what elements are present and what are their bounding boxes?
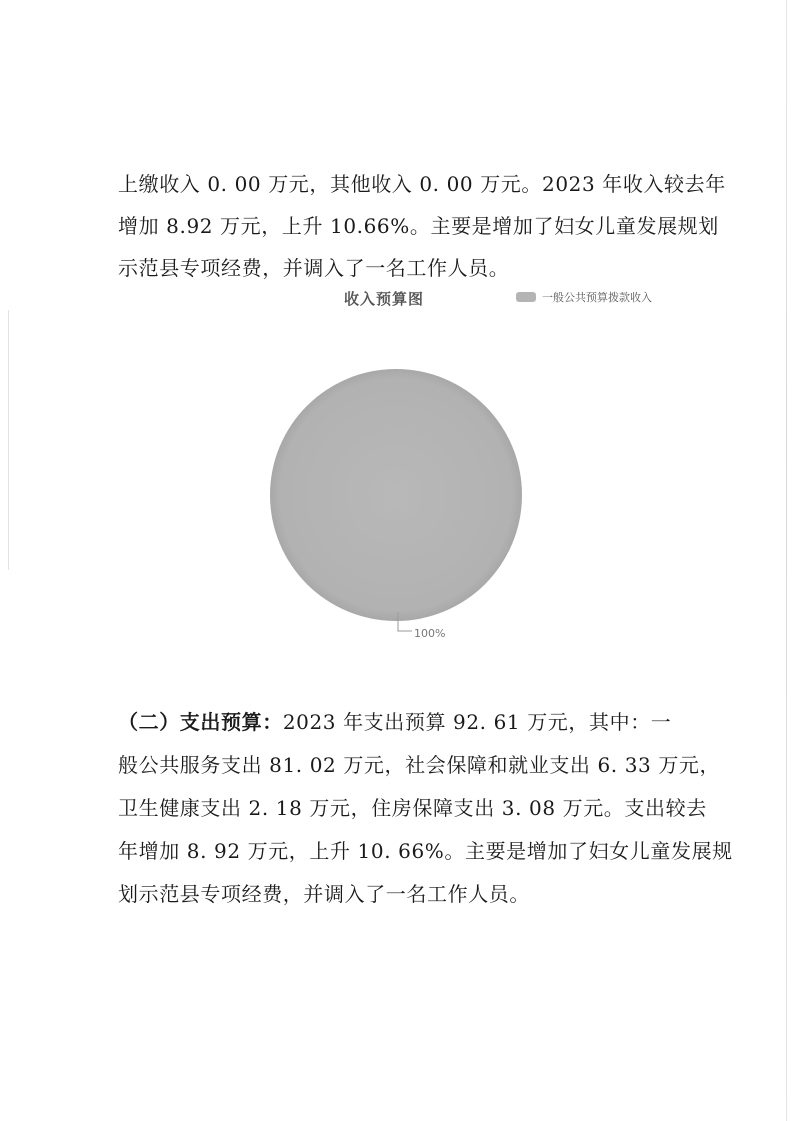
- section-heading: （二）支出预算：: [118, 710, 283, 734]
- text-line: 卫生健康支出 2. 18 万元，住房保障支出 3. 08 万元。支出较去: [118, 796, 707, 820]
- text-line: 般公共服务支出 81. 02 万元，社会保障和就业支出 6. 33 万元，: [118, 753, 721, 777]
- chart-title: 收入预算图: [344, 290, 425, 308]
- text-span: 2023 年支出预算 92. 61 万元，其中：一: [282, 710, 672, 734]
- text-line: 增加 8.92 万元，上升 10.66%。主要是增加了妇女儿童发展规划: [118, 214, 719, 238]
- pie-slice: [270, 369, 522, 621]
- text-line: 划示范县专项经费，并调入了一名工作人员。: [118, 882, 530, 906]
- expenditure-paragraph: [118, 710, 733, 927]
- legend-label: 一般公共预算拨款收入: [542, 291, 652, 304]
- text-line: 上缴收入 0. 00 万元，其他收入 0. 00 万元。2023 年收入较去年: [118, 172, 726, 196]
- text-line: 年增加 8. 92 万元，上升 10. 66%。主要是增加了妇女儿童发展规: [118, 839, 733, 863]
- text-line: 示范县专项经费，并调入了一名工作人员。: [118, 256, 510, 280]
- pie-slice-label: 100%: [414, 627, 446, 640]
- text-line: [118, 712, 678, 732]
